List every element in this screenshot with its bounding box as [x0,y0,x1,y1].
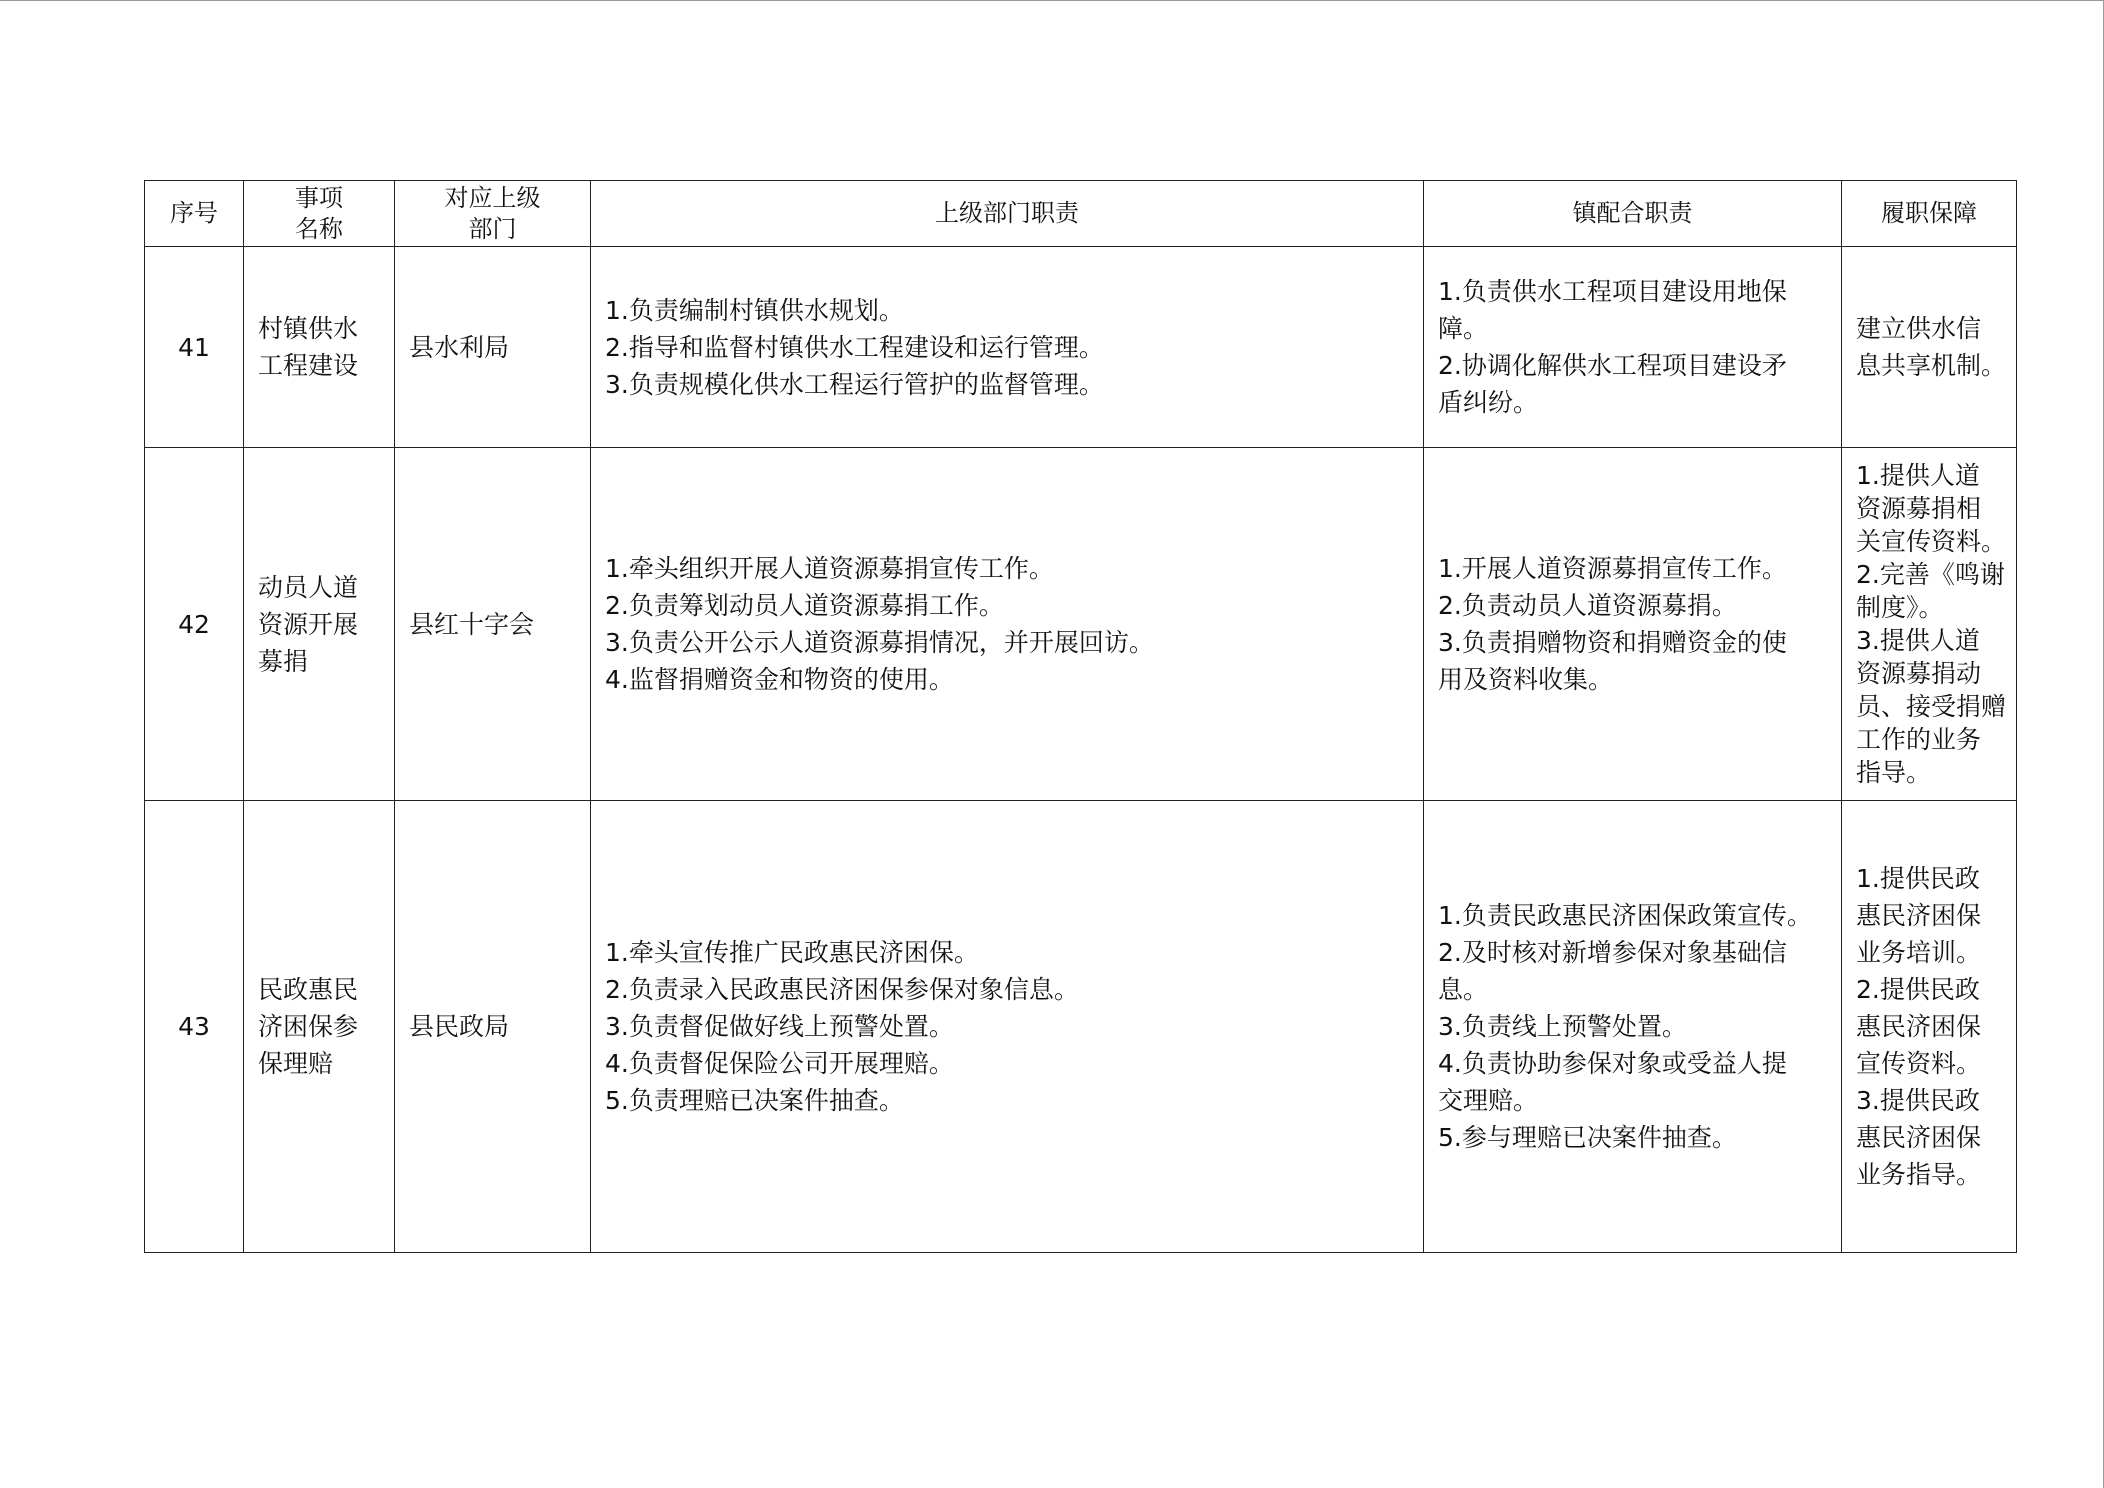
text-line: 3.负责线上预警处置。 [1438,1012,1687,1041]
text-line: 3.提供民政 [1856,1086,1980,1115]
text-line: 民政惠民 [258,975,359,1004]
row-guarantee [1842,801,2017,1253]
text-line: 1.提供人道 [1856,461,1980,490]
row-upper-duty [591,448,1424,801]
text-line: 募捐 [258,646,309,676]
header-dept-line: 部门 [468,214,517,243]
text-line: 2.负责录入民政惠民济困保参保对象信息。 [605,975,1079,1004]
text-line: 2.提供民政 [1856,975,1980,1004]
text-line: 惠民济困保 [1856,901,1982,930]
text-line: 盾纠纷。 [1438,388,1539,417]
text-line: 息。 [1438,975,1489,1004]
text-line: 1.负责民政惠民济困保政策宣传。 [1438,901,1812,930]
row-town-duty [1424,247,1842,448]
text-line: 3.负责公开公示人道资源募捐情况，并开展回访。 [605,628,1154,657]
text-line: 业务培训。 [1856,938,1982,967]
text-line: 保理赔 [258,1049,334,1078]
text-line: 员、接受捐赠 [1856,692,2007,721]
header-row [145,181,2017,247]
text-line: 2.负责筹划动员人道资源募捐工作。 [605,591,1004,620]
header-item-name [244,181,395,247]
text-line: 资源募捐相 [1856,494,1982,523]
header-item-name-line: 事项 [295,183,343,212]
row-item-name [244,801,395,1253]
text-line: 惠民济困保 [1856,1012,1982,1041]
text-line: 5.参与理赔已决案件抽查。 [1438,1123,1737,1152]
row-seq: 41 [145,247,244,448]
text-line: 指导。 [1856,758,1932,787]
text-line: 制度》。 [1856,593,1944,622]
table-row [145,448,2017,801]
text-line: 2.及时核对新增参保对象基础信 [1438,938,1787,967]
text-line: 1.开展人道资源募捐宣传工作。 [1438,554,1787,583]
row-item-name [244,448,395,801]
text-line: 工作的业务 [1856,725,1982,754]
text-line: 宣传资料。 [1856,1049,1982,1078]
header-seq: 序号 [145,181,244,247]
text-line: 村镇供水 [258,314,359,343]
row-seq: 42 [145,448,244,801]
table-row [145,247,2017,448]
row-item-name [244,247,395,448]
text-line: 4.负责协助参保对象或受益人提 [1438,1049,1787,1078]
header-upper-duty: 上级部门职责 [591,181,1424,247]
row-dept: 县红十字会 [395,448,591,801]
row-town-duty [1424,448,1842,801]
row-upper-duty [591,247,1424,448]
text-line: 资源募捐动 [1856,659,1982,688]
text-line: 惠民济困保 [1856,1123,1982,1152]
text-line: 资源开展 [258,609,359,639]
text-line: 5.负责理赔已决案件抽查。 [605,1086,904,1115]
text-line: 2.指导和监督村镇供水工程建设和运行管理。 [605,332,1104,362]
row-seq: 43 [145,801,244,1253]
row-guarantee [1842,448,2017,801]
header-item-name-line: 名称 [295,214,343,243]
text-line: 2.协调化解供水工程项目建设矛 [1438,351,1787,380]
text-line: 用及资料收集。 [1438,665,1614,694]
row-dept: 县民政局 [395,801,591,1253]
text-line: 建立供水信 [1856,314,1982,343]
text-line: 业务指导。 [1856,1160,1982,1189]
text-line: 1.负责编制村镇供水规划。 [605,295,904,325]
text-line: 3.负责规模化供水工程运行管护的监督管理。 [605,369,1104,399]
header-dept-line: 对应上级 [444,183,541,212]
text-line: 动员人道 [258,572,359,602]
row-upper-duty [591,801,1424,1253]
text-line: 息共享机制。 [1856,351,2007,380]
text-line: 1.负责供水工程项目建设用地保 [1438,277,1787,306]
text-line: 障。 [1438,314,1489,343]
text-line: 3.提供人道 [1856,626,1980,655]
row-dept: 县水利局 [395,247,591,448]
text-line: 3.负责督促做好线上预警处置。 [605,1012,954,1041]
text-line: 3.负责捐赠物资和捐赠资金的使 [1438,628,1787,657]
text-line: 济困保参 [258,1012,359,1041]
text-line: 1.提供民政 [1856,864,1980,893]
text-line: 4.负责督促保险公司开展理赔。 [605,1049,954,1078]
text-line: 1.牵头宣传推广民政惠民济困保。 [605,938,979,967]
text-line: 交理赔。 [1438,1086,1539,1115]
row-town-duty [1424,801,1842,1253]
header-dept [395,181,591,247]
duty-table [144,180,2017,1253]
row-guarantee [1842,247,2017,448]
header-guarantee: 履职保障 [1842,181,2017,247]
table-row [145,801,2017,1253]
text-line: 工程建设 [258,351,359,380]
page-top-border [0,0,2104,1]
text-line: 4.监督捐赠资金和物资的使用。 [605,665,954,694]
text-line: 2.负责动员人道资源募捐。 [1438,591,1737,620]
text-line: 2.完善《鸣谢 [1856,560,2005,589]
text-line: 1.牵头组织开展人道资源募捐宣传工作。 [605,554,1054,583]
text-line: 关宣传资料。 [1856,527,2007,556]
header-town-duty: 镇配合职责 [1424,181,1842,247]
